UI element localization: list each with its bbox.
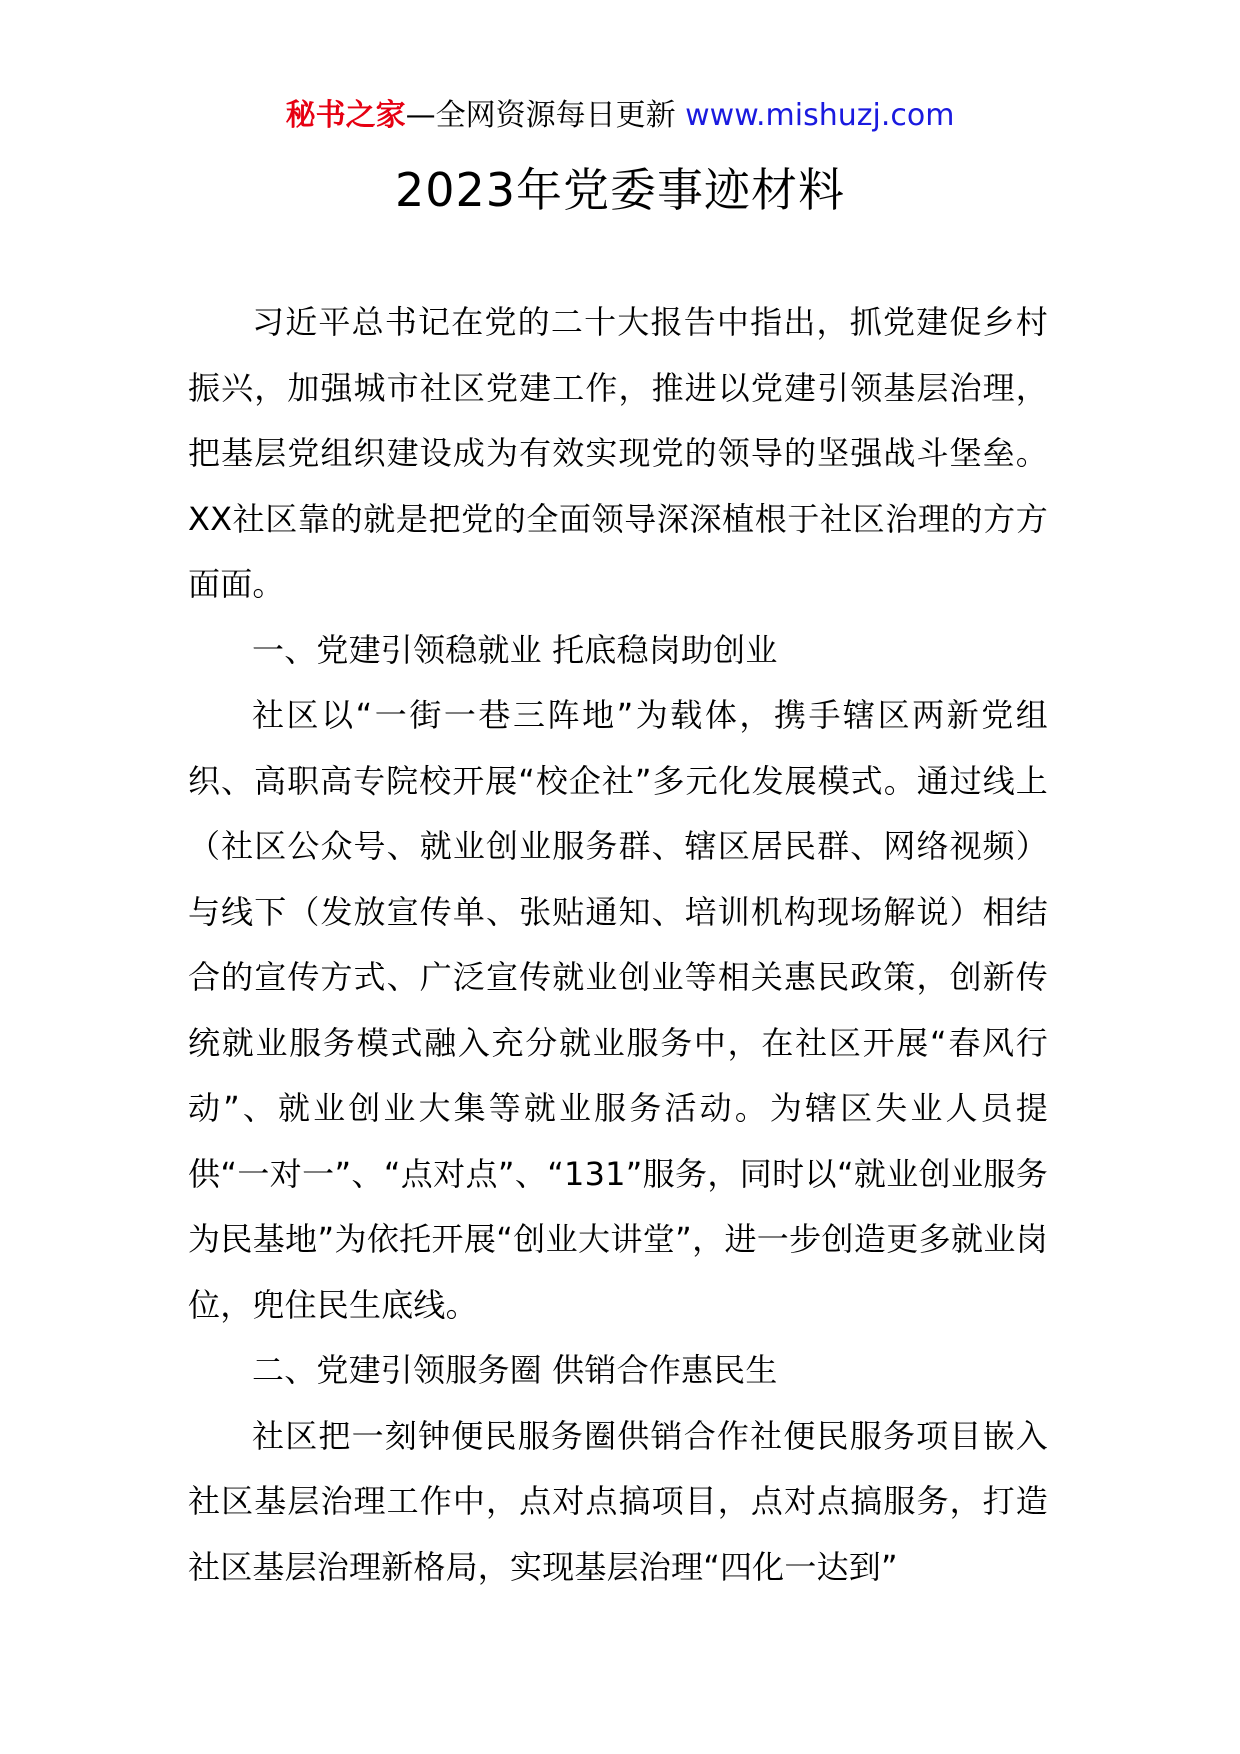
site-url-link[interactable]: www.mishuzj.com xyxy=(685,98,955,133)
document-title: 2023年党委事迹材料 xyxy=(394,163,846,217)
section-paragraph-1: 社区以“一街一巷三阵地”为载体，携手辖区两新党组织、高职高专院校开展“校企社”多元化发展模式。通过线上（社区公众号、就业创业服务群、辖区居民群、网络视频）与线下（发放宣传单、张贴通知、培训机构现场解说）相结合的宣传方式、广泛宣传就业创业等相关惠民政策，创新传统就业服务模式融入充分就业服务中，在社区开展“春风行动”、就业创业大集等就业服务活动。为辖区失业人员提供“一对一”、“点对点”、“131”服务，同时以“就业创业服务为民基地”为依托开展“创业大讲堂”，进一步创造更多就业岗位，兜住民生底线。 xyxy=(188,696,1048,1324)
site-brand: 秘书之家 xyxy=(285,98,406,133)
section-heading-1: 一、党建引领稳就业 托底稳岗助创业 xyxy=(252,630,778,669)
section-paragraph-2: 社区把一刻钟便民服务圈供销合作社便民服务项目嵌入社区基层治理工作中，点对点搞项目，点对点搞服务，打造社区基层治理新格局，实现基层治理“四化一达到” xyxy=(188,1416,1048,1586)
document-body xyxy=(188,290,1048,1600)
section-heading-2: 二、党建引领服务圈 供销合作惠民生 xyxy=(252,1351,778,1389)
site-tagline: —全网资源每日更新 xyxy=(405,98,686,133)
intro-paragraph: 习近平总书记在党的二十大报告中指出，抓党建促乡村振兴，加强城市社区党建工作，推进以党建引领基层治理，把基层党组织建设成为有效实现党的领导的坚强战斗堡垒。XX社区靠的就是把党的全面领导深深植根于社区治理的方方面面。 xyxy=(188,303,1048,603)
site-banner xyxy=(0,96,1240,136)
